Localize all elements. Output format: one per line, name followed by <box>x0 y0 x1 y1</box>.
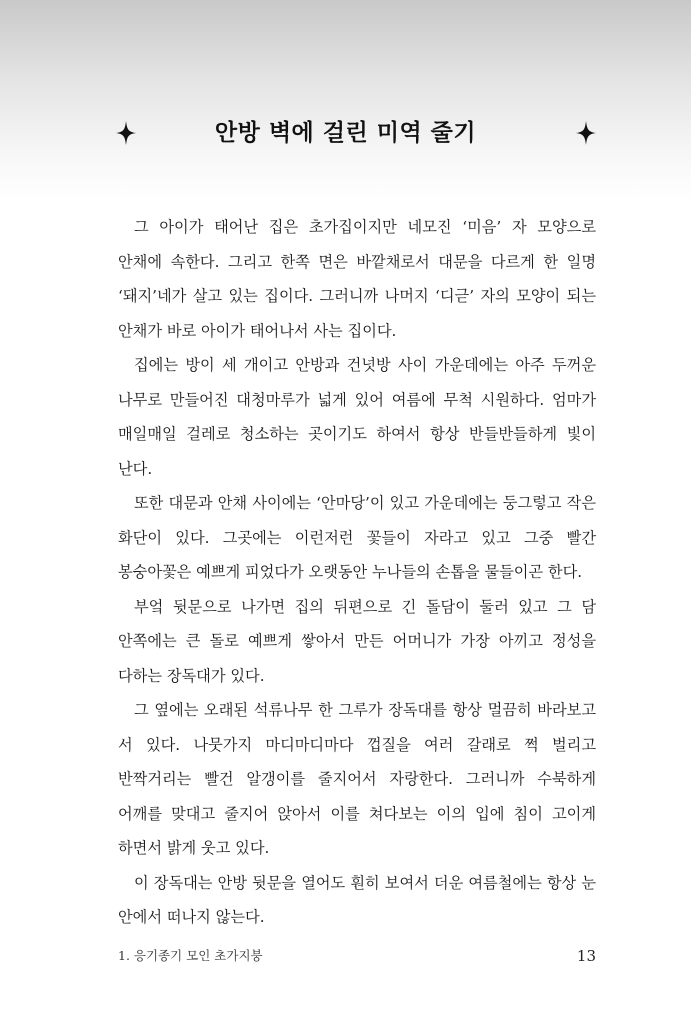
page-number: 13 <box>576 947 596 965</box>
four-point-star-icon <box>573 108 599 158</box>
paragraph: 집에는 방이 세 개이고 안방과 건넛방 사이 가운데에는 아주 두꺼운 나무로 만들어진 대청마루가 넓게 있어 여름에 무척 시원하다. 엄마가 매일매일 걸레로 청소하는 곳이기도 하여서 항상 반들반들하게 빛이 난다. <box>118 356 596 478</box>
body-text <box>118 210 596 935</box>
paragraph: 이 장독대는 안방 뒷문을 열어도 훤히 보여서 더운 여름철에는 항상 눈 안에서 떠나지 않는다. <box>118 873 596 926</box>
chapter-title: 안방 벽에 걸린 미역 줄기 <box>214 120 477 146</box>
paragraph: 그 옆에는 오래된 석류나무 한 그루가 장독대를 항상 멀끔히 바라보고 서 있다. 나뭇가지 마디마디마다 껍질을 여러 갈래로 쩍 벌리고 반짝거리는 빨건 알갱이를 줄지어서 자랑한다. 그러니까 수북하게 어깨를 맞대고 줄지어 앉아서 이를 쳐다보는 이의 입에 침이 고이게 하면서 밝게 웃고 있다. <box>118 701 596 857</box>
paragraph: 또한 대문과 안채 사이에는 ‘안마당’이 있고 가운데에는 둥그렇고 작은 화단이 있다. 그곳에는 이런저런 꽃들이 자라고 있고 그중 빨간 봉숭아꽃은 예쁘게 피었다가 오랫동안 누나들의 손톱을 물들이곤 한다. <box>118 494 596 581</box>
paragraph: 그 아이가 태어난 집은 초가집이지만 네모진 ‘미음’ 자 모양으로 안채에 속한다. 그리고 한쪽 면은 바깥채로서 대문을 다르게 한 일명 ‘돼지’네가 살고 있는 집이다. 그러니까 나머지 ‘디귿’ 자의 모양이 되는 안채가 바로 아이가 태어나서 사는 집이다. <box>118 218 596 340</box>
header-gradient-band <box>0 0 691 200</box>
running-head: 1. 응기종기 모인 초가지붕 <box>118 948 263 963</box>
page-footer <box>118 944 596 968</box>
paragraph: 부엌 뒷문으로 나가면 집의 뒤편으로 긴 돌담이 둘러 있고 그 담 안쪽에는 큰 돌로 예쁘게 쌓아서 만든 어머니가 가장 아끼고 정성을 다하는 장독대가 있다. <box>118 597 596 685</box>
chapter-title-row <box>0 108 691 158</box>
